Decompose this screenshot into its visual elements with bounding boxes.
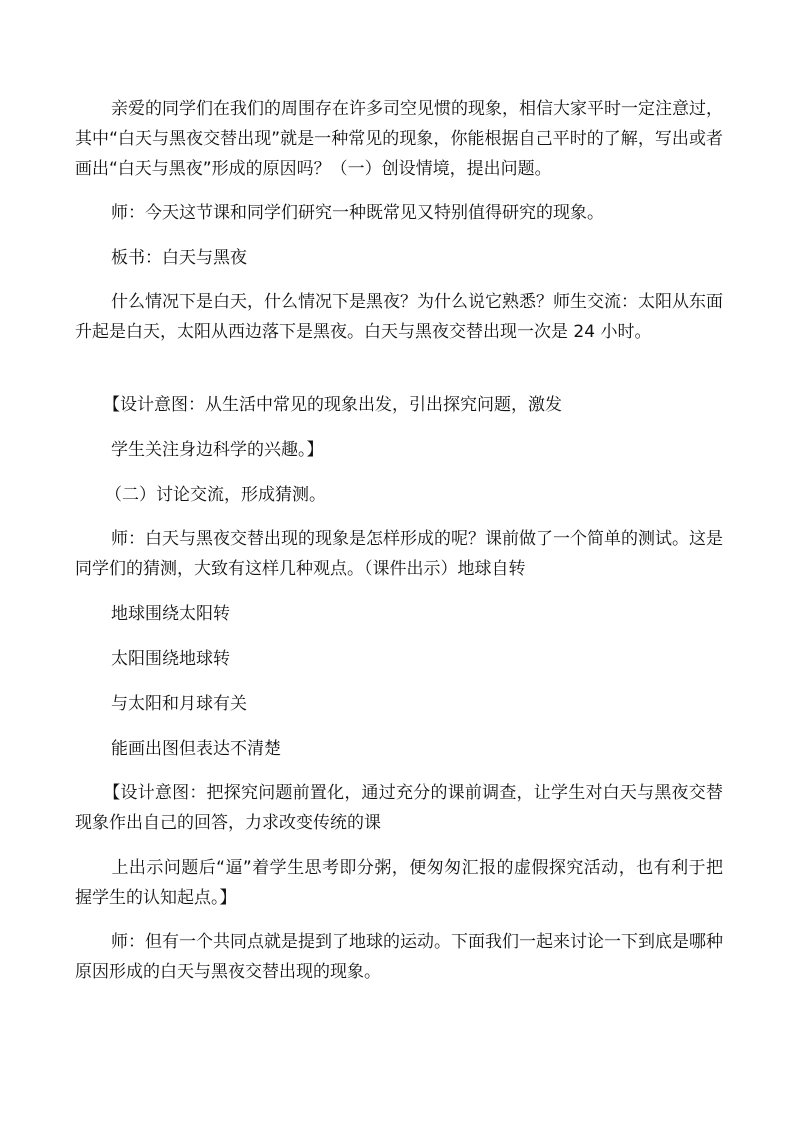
teacher-conclusion-paragraph (75, 927, 723, 987)
section-two-heading (75, 480, 723, 510)
paragraph-text: 亲爱的同学们在我们的周围存在许多司空见惯的现象，相信大家平时一定注意过，其中“白天与黑夜交替出现”就是一种常见的现象，你能根据自己平时的了解，写出或者画出“白天与黑夜”形成的原因吗？（一）创设情境，提出问题。 (75, 99, 723, 179)
design-intent-2-start (75, 778, 723, 838)
paragraph-text: 地球围绕太阳转 (111, 604, 230, 624)
paragraph-text: 太阳围绕地球转 (111, 649, 230, 669)
guess-item-2 (75, 644, 723, 674)
design-intent-1-start (75, 390, 723, 420)
paragraph-text: 什么情况下是白天，什么情况下是黑夜？为什么说它熟悉？师生交流：太阳从东面升起是白天，太阳从西边落下是黑夜。白天与黑夜交替出现一次是 24 小时。 (75, 292, 723, 342)
question-paragraph (75, 287, 723, 347)
guess-item-3 (75, 689, 723, 719)
paragraph-text: 师：今天这节课和同学们研究一种既常见又特别值得研究的现象。 (111, 203, 604, 223)
paragraph-text: 师：但有一个共同点就是提到了地球的运动。下面我们一起来讨论一下到底是哪种原因形成的白天与黑夜交替出现的现象。 (75, 932, 723, 982)
paragraph-text: 板书：白天与黑夜 (111, 248, 247, 268)
paragraph-text: 【设计意图：把探究问题前置化，通过充分的课前调查，让学生对白天与黑夜交替现象作出自己的回答，力求改变传统的课 (75, 783, 723, 833)
teacher-intro-paragraph (75, 198, 723, 228)
paragraph-text: 师：白天与黑夜交替出现的现象是怎样形成的呢？课前做了一个简单的测试。这是同学们的猜测，大致有这样几种观点。（课件出示）地球自转 (75, 529, 723, 579)
blackboard-paragraph (75, 243, 723, 273)
paragraph-text: 上出示问题后“逼”着学生思考即分粥，便匆匆汇报的虚假探究活动，也有利于把握学生的认知起点。】 (75, 858, 723, 908)
intro-paragraph (75, 94, 723, 184)
design-intent-1-end (75, 435, 723, 465)
paragraph-text: 学生关注身边科学的兴趣。】 (111, 440, 324, 460)
paragraph-text: 与太阳和月球有关 (111, 694, 247, 714)
guess-item-1 (75, 599, 723, 629)
design-intent-2-end (75, 853, 723, 913)
paragraph-text: 能画出图但表达不清楚 (111, 739, 281, 759)
paragraph-text: 【设计意图：从生活中常见的现象出发，引出探究问题，激发 (103, 395, 562, 415)
teacher-question-paragraph (75, 524, 723, 584)
guess-item-4 (75, 734, 723, 764)
paragraph-text: （二）讨论交流，形成猜测。 (105, 485, 326, 505)
